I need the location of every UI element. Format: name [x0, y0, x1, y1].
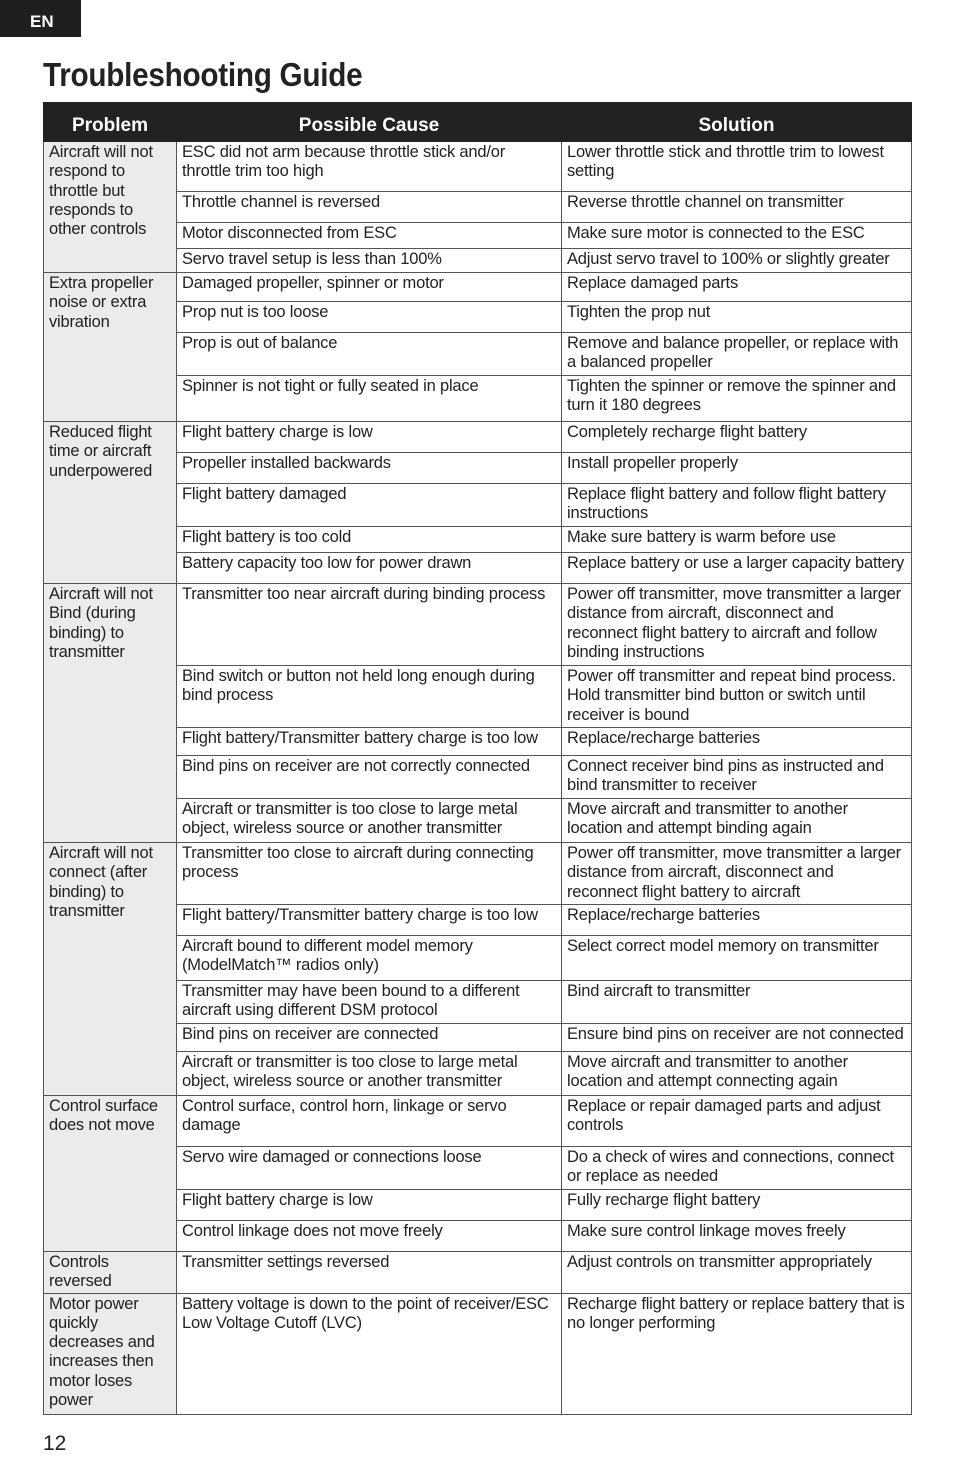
cause-cell: Control surface, control horn, linkage or servo damage — [177, 1096, 562, 1147]
cause-cell: Transmitter settings reversed — [177, 1252, 562, 1294]
cause-cell: Flight battery is too cold — [177, 527, 562, 553]
problem-cell: Aircraft will not connect (after binding) to transmitter — [44, 843, 177, 1096]
cause-cell: Transmitter may have been bound to a different aircraft using different DSM protocol — [177, 981, 562, 1024]
solution-cell: Move aircraft and transmitter to another location and attempt binding again — [562, 799, 912, 843]
column-header-solution: Solution — [562, 103, 912, 142]
cause-cell: Motor disconnected from ESC — [177, 223, 562, 249]
cause-cell: Flight battery/Transmitter battery charge is too low — [177, 728, 562, 756]
problem-cell: Extra propeller noise or extra vibration — [44, 273, 177, 422]
cause-cell: Prop is out of balance — [177, 333, 562, 376]
solution-cell: Fully recharge flight battery — [562, 1190, 912, 1221]
header-row — [44, 103, 912, 142]
solution-cell: Make sure motor is connected to the ESC — [562, 223, 912, 249]
cause-cell: Transmitter too close to aircraft during connecting process — [177, 843, 562, 905]
table-header — [44, 103, 912, 142]
page-title: Troubleshooting Guide — [43, 56, 363, 93]
solution-cell: Power off transmitter, move transmitter a larger distance from aircraft, disconnect and reconnect flight battery to aircraft — [562, 843, 912, 905]
solution-cell: Move aircraft and transmitter to another location and attempt connecting again — [562, 1052, 912, 1096]
cause-cell: Prop nut is too loose — [177, 302, 562, 333]
solution-cell: Connect receiver bind pins as instructed and bind transmitter to receiver — [562, 756, 912, 799]
solution-cell: Remove and balance propeller, or replace with a balanced propeller — [562, 333, 912, 376]
cause-cell: Damaged propeller, spinner or motor — [177, 273, 562, 302]
solution-cell: Select correct model memory on transmitter — [562, 936, 912, 981]
solution-cell: Power off transmitter, move transmitter a larger distance from aircraft, disconnect and reconnect flight battery to aircraft and follow binding instructions — [562, 584, 912, 666]
solution-cell: Bind aircraft to transmitter — [562, 981, 912, 1024]
solution-cell: Ensure bind pins on receiver are not connected — [562, 1024, 912, 1052]
solution-cell: Lower throttle stick and throttle trim to lowest setting — [562, 142, 912, 192]
solution-cell: Make sure control linkage moves freely — [562, 1221, 912, 1252]
table-row — [44, 584, 912, 666]
problem-cell: Aircraft will not respond to throttle but responds to other controls — [44, 142, 177, 273]
solution-cell: Replace damaged parts — [562, 273, 912, 302]
solution-cell: Tighten the spinner or remove the spinner and turn it 180 degrees — [562, 376, 912, 422]
solution-cell: Do a check of wires and connections, connect or replace as needed — [562, 1147, 912, 1190]
language-tab: EN — [0, 0, 81, 37]
cause-cell: Flight battery charge is low — [177, 1190, 562, 1221]
solution-cell: Reverse throttle channel on transmitter — [562, 192, 912, 223]
cause-cell: Servo travel setup is less than 100% — [177, 249, 562, 273]
table-row — [44, 843, 912, 905]
cause-cell: Aircraft bound to different model memory (ModelMatch™ radios only) — [177, 936, 562, 981]
cause-cell: Battery voltage is down to the point of receiver/ESC Low Voltage Cutoff (LVC) — [177, 1293, 562, 1414]
solution-cell: Replace/recharge batteries — [562, 728, 912, 756]
solution-cell: Replace flight battery and follow flight battery instructions — [562, 484, 912, 527]
troubleshooting-table — [43, 102, 912, 1415]
solution-cell: Replace or repair damaged parts and adjust controls — [562, 1096, 912, 1147]
page-number: 12 — [43, 1432, 67, 1455]
cause-cell: Bind switch or button not held long enough during bind process — [177, 666, 562, 728]
cause-cell: Throttle channel is reversed — [177, 192, 562, 223]
problem-cell: Reduced flight time or aircraft underpowered — [44, 422, 177, 584]
table-row — [44, 1096, 912, 1147]
column-header-cause: Possible Cause — [177, 103, 562, 142]
table-row — [44, 273, 912, 302]
solution-cell: Tighten the prop nut — [562, 302, 912, 333]
column-header-problem: Problem — [44, 103, 177, 142]
cause-cell: Flight battery charge is low — [177, 422, 562, 453]
table-row — [44, 142, 912, 192]
problem-cell: Controls reversed — [44, 1252, 177, 1294]
cause-cell: Battery capacity too low for power drawn — [177, 553, 562, 584]
solution-cell: Recharge flight battery or replace battery that is no longer performing — [562, 1293, 912, 1414]
cause-cell: ESC did not arm because throttle stick and/or throttle trim too high — [177, 142, 562, 192]
cause-cell: Spinner is not tight or fully seated in place — [177, 376, 562, 422]
cause-cell: Flight battery damaged — [177, 484, 562, 527]
table-row — [44, 1293, 912, 1414]
table-row — [44, 1252, 912, 1294]
problem-cell: Control surface does not move — [44, 1096, 177, 1252]
cause-cell: Transmitter too near aircraft during binding process — [177, 584, 562, 666]
cause-cell: Bind pins on receiver are not correctly connected — [177, 756, 562, 799]
cause-cell: Control linkage does not move freely — [177, 1221, 562, 1252]
solution-cell: Install propeller properly — [562, 453, 912, 484]
cause-cell: Bind pins on receiver are connected — [177, 1024, 562, 1052]
cause-cell: Aircraft or transmitter is too close to large metal object, wireless source or another transmitter — [177, 799, 562, 843]
problem-cell: Aircraft will not Bind (during binding) to transmitter — [44, 584, 177, 843]
cause-cell: Servo wire damaged or connections loose — [177, 1147, 562, 1190]
solution-cell: Adjust controls on transmitter appropriately — [562, 1252, 912, 1294]
table-row — [44, 422, 912, 453]
solution-cell: Replace/recharge batteries — [562, 905, 912, 936]
solution-cell: Make sure battery is warm before use — [562, 527, 912, 553]
problem-cell: Motor power quickly decreases and increases then motor loses power — [44, 1293, 177, 1414]
solution-cell: Power off transmitter and repeat bind process. Hold transmitter bind button or switch until receiver is bound — [562, 666, 912, 728]
cause-cell: Propeller installed backwards — [177, 453, 562, 484]
solution-cell: Adjust servo travel to 100% or slightly greater — [562, 249, 912, 273]
solution-cell: Replace battery or use a larger capacity battery — [562, 553, 912, 584]
table-body — [44, 142, 912, 1415]
cause-cell: Aircraft or transmitter is too close to large metal object, wireless source or another transmitter — [177, 1052, 562, 1096]
solution-cell: Completely recharge flight battery — [562, 422, 912, 453]
cause-cell: Flight battery/Transmitter battery charge is too low — [177, 905, 562, 936]
